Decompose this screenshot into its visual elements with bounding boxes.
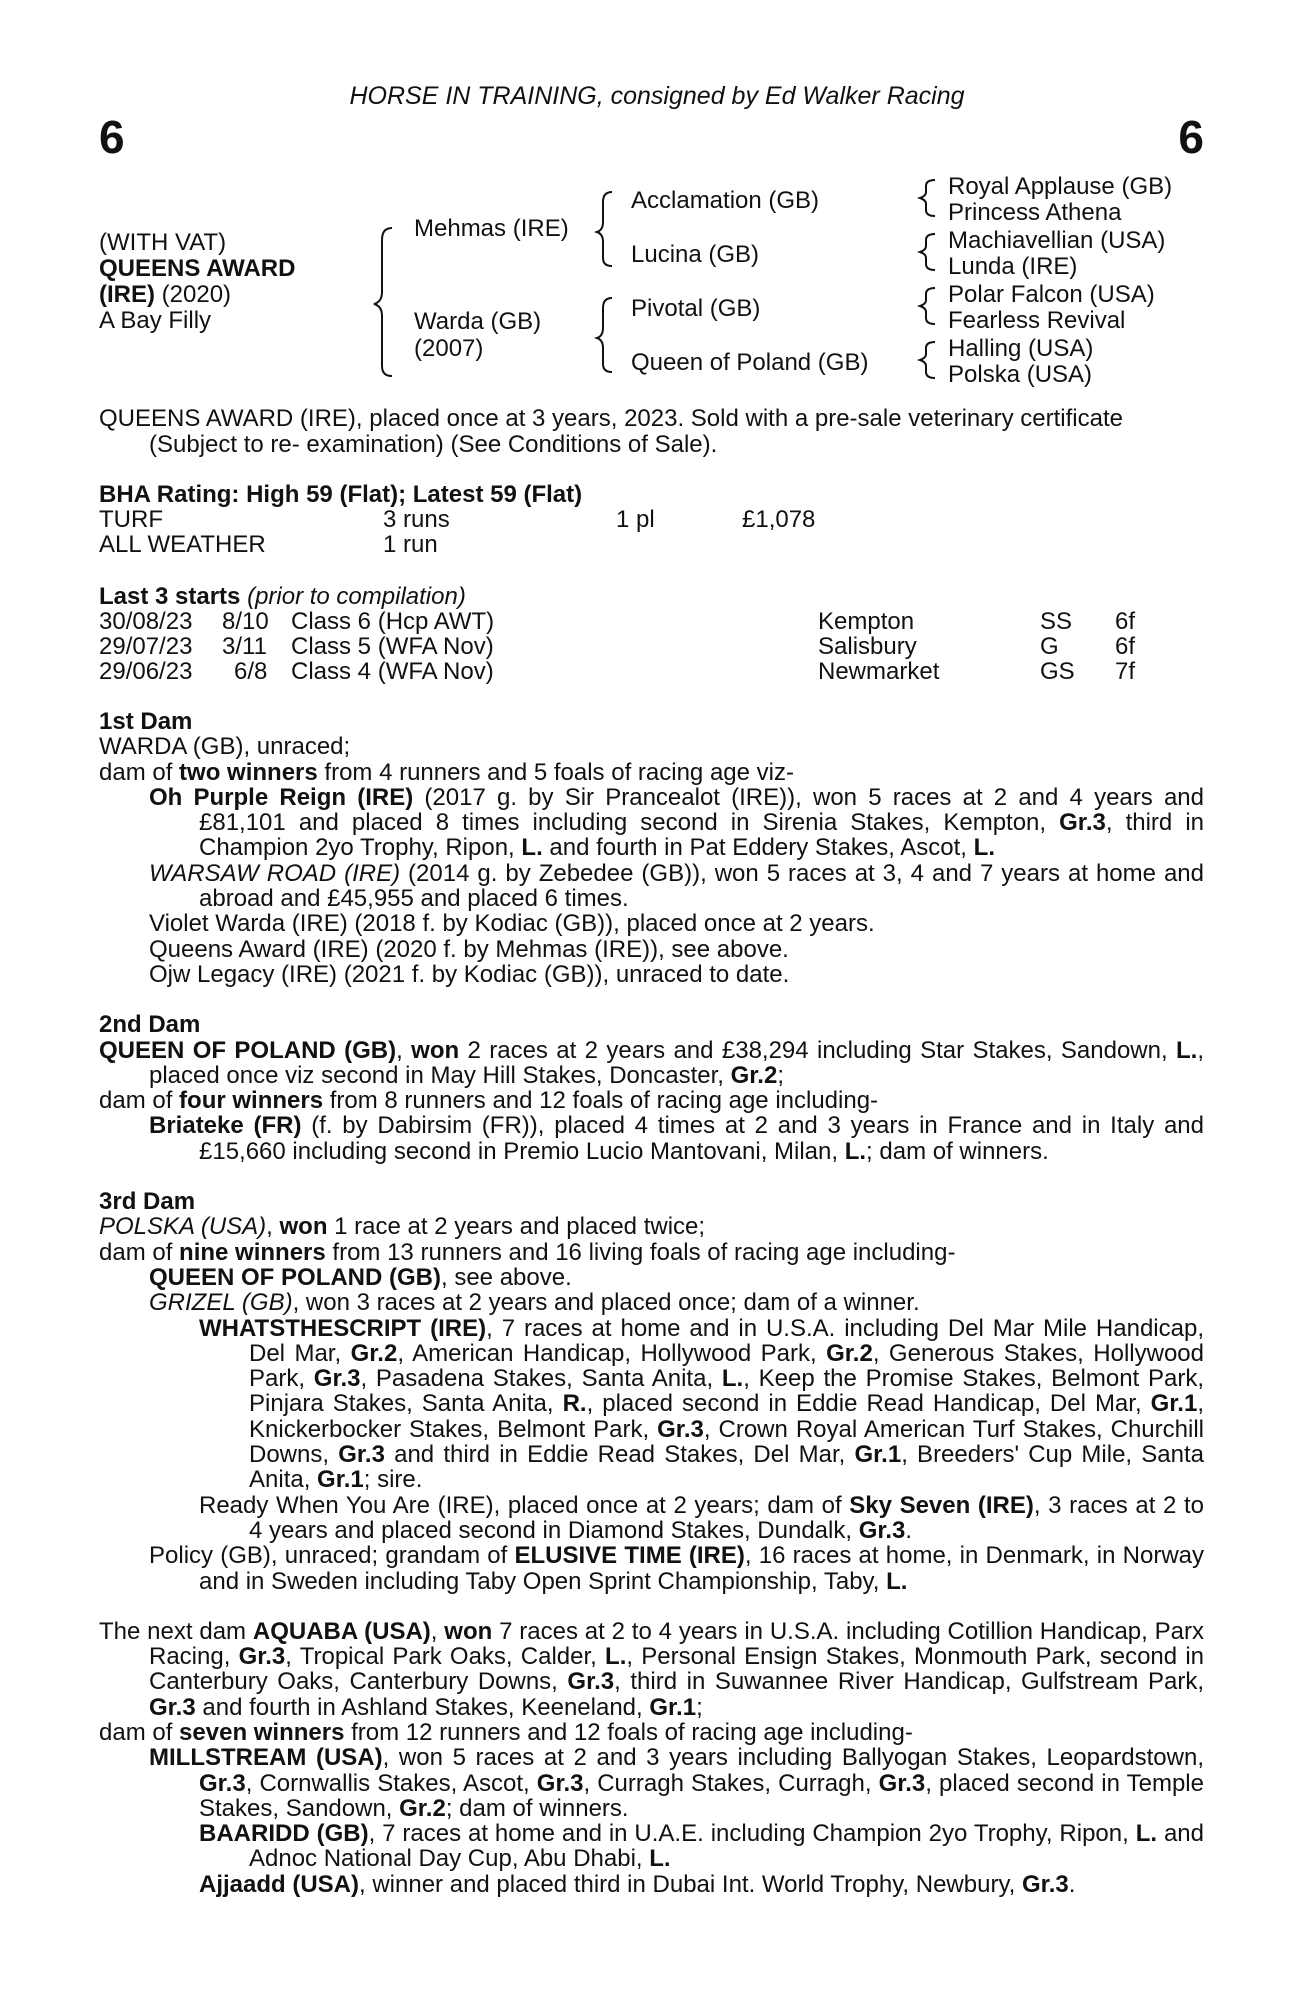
pedigree-gen4-3: Machiavellian (USA) xyxy=(948,227,1166,254)
dam3-line-1: POLSKA (USA), won 1 race at 2 years and placed twice; xyxy=(99,1213,706,1241)
dam1-progeny-4: Queens Award (IRE) (2020 f. by Mehmas (IRE)), see above. xyxy=(149,935,789,963)
start-position: 3/11 xyxy=(222,633,267,660)
rating-runs: 1 run xyxy=(383,531,438,558)
dam1-heading: 1st Dam xyxy=(99,708,193,735)
nextdam-progeny-1: MILLSTREAM (USA), won 5 races at 2 and 3 years including Ballyogan Stakes, Leopardstown, Gr.3, Cornwallis Stakes, Ascot, Gr.3, Curragh Stakes, Curragh, Gr.3, placed second in Temple Stakes, Sandown, Gr.2; dam of winners. xyxy=(149,1744,1205,1822)
dam3-grandprogeny-1: WHATSTHESCRIPT (IRE), 7 races at home and in U.S.A. including Del Mar Mile Handicap, Del Mar, Gr.2, American Handicap, Hollywood Park, Gr.2, Generous Stakes, Hollywood Park, Gr.3, Pasadena Stakes, Santa Anita, L., Keep the Promise Stakes, Belmont Park, Pinjara Stakes, Santa Anita, R., placed second in Eddie Read Handicap, Del Mar, Gr.1, Knickerbocker Stakes, Belmont Park, Gr.3, Crown Royal American Turf Stakes, Churchill Downs, Gr.3 and third in Eddie Read Stakes, Del Mar, Gr.1, Breeders' Cup Mile, Santa Anita, Gr.1; sire. xyxy=(199,1314,1205,1494)
dam3-progeny-3: Ready When You Are (IRE), placed once at 2 years; dam of Sky Seven (IRE), 3 races at 2 to 4 years and placed second in Diamond Stakes, Dundalk, Gr.3. xyxy=(199,1491,1204,1544)
dam1-progeny-2: WARSAW ROAD (IRE) (2014 g. by Zebedee (GB)), won 5 races at 3, 4 and 7 years at home and abroad and £45,955 and placed 6 times. xyxy=(149,859,1205,913)
pedigree-gen3-4: Queen of Poland (GB) xyxy=(631,349,869,376)
dam3-progeny-4: Policy (GB), unraced; grandam of ELUSIVE TIME (IRE), 16 races at home, in Denmark, in Norway and in Sweden including Taby Open Sprint Championship, Taby, L. xyxy=(149,1542,1204,1595)
family-notes xyxy=(99,709,1204,1897)
rating-title: BHA Rating: High 59 (Flat); Latest 59 (Flat) xyxy=(99,481,583,508)
start-position: 8/10 xyxy=(222,608,269,635)
rating-runs: 3 runs xyxy=(383,506,450,533)
dam1-line-2: dam of two winners from 4 runners and 5 foals of racing age viz- xyxy=(99,758,794,786)
start-position: 6/8 xyxy=(234,658,268,685)
rating-surface: ALL WEATHER xyxy=(99,531,266,558)
pedigree-gen3-2: Lucina (GB) xyxy=(631,241,760,268)
nextdam-grandprogeny-1: BAARIDD (GB), 7 races at home and in U.A.E. including Champion 2yo Trophy, Ripon, L. and Adnoc National Day Cup, Abu Dhabi, L. xyxy=(199,1820,1205,1873)
pedigree-gen4-7: Halling (USA) xyxy=(948,335,1094,362)
pedigree-gen4-8: Polska (USA) xyxy=(948,361,1093,388)
dam1-progeny-5: Ojw Legacy (IRE) (2021 f. by Kodiac (GB)), unraced to date. xyxy=(149,960,790,988)
rating-placed: 1 pl xyxy=(616,506,655,533)
dam3-progeny-1: QUEEN OF POLAND (GB), see above. xyxy=(149,1263,572,1291)
dam2-line-1: QUEEN OF POLAND (GB), won 2 races at 2 years and £38,294 including Star Stakes, Sandown, L., placed once viz second in May Hill Stakes, Doncaster, Gr.2; xyxy=(99,1036,1205,1089)
start-distance: 6f xyxy=(1115,633,1136,660)
dam1-progeny-3: Violet Warda (IRE) (2018 f. by Kodiac (GB)), placed once at 2 years. xyxy=(149,910,875,938)
pedigree-gen4-6: Fearless Revival xyxy=(948,307,1126,334)
pedigree-gen4-1: Royal Applause (GB) xyxy=(948,173,1173,200)
nextdam-grandprogeny-2: Ajjaadd (USA), winner and placed third in Dubai Int. World Trophy, Newbury, Gr.3. xyxy=(199,1870,1076,1898)
rating-earnings: £1,078 xyxy=(742,506,816,533)
pedigree-gen4-4: Lunda (IRE) xyxy=(948,253,1078,280)
nextdam-line-1: The next dam AQUABA (USA), won 7 races at 2 to 4 years in U.S.A. including Cotillion Handicap, Parx Racing, Gr.3, Tropical Park Oaks, Calder, L., Personal Ensign Stakes, Monmouth Park, second in Canterbury Oaks, Canterbury Downs, Gr.3, third in Suwannee River Handicap, Gulfstream Park, Gr.3 and fourth in Ashland Stakes, Keeneland, Gr.1; xyxy=(99,1617,1205,1721)
vat-label: (WITH VAT) xyxy=(99,229,227,256)
summary-line-2: (Subject to re- examination) (See Conditions of Sale). xyxy=(149,431,718,458)
summary-line-1: QUEENS AWARD (IRE), placed once at 3 years, 2023. Sold with a pre-sale veterinary certificate xyxy=(99,405,1123,432)
start-going: SS xyxy=(1040,608,1073,635)
nextdam-line-2: dam of seven winners from 12 runners and 12 foals of racing age including- xyxy=(99,1718,913,1746)
start-distance: 7f xyxy=(1115,658,1136,685)
starts-title-line xyxy=(99,584,466,610)
horse-description: A Bay Filly xyxy=(99,307,212,334)
dam1-progeny-1: Oh Purple Reign (IRE) (2017 g. by Sir Prancealot (IRE)), won 5 races at 2 and 4 years and £81,101 and placed 8 times including second in Sirenia Stakes, Kempton, Gr.3, third in Champion 2yo Trophy, Ripon, L. and fourth in Pat Eddery Stakes, Ascot, L. xyxy=(149,783,1204,862)
pedigree-dam: Warda (GB) xyxy=(414,308,542,335)
pedigree-gen3-3: Pivotal (GB) xyxy=(631,295,761,322)
dam3-progeny-2: GRIZEL (GB), won 3 races at 2 years and placed once; dam of a winner. xyxy=(149,1289,920,1317)
start-distance: 6f xyxy=(1115,608,1136,635)
start-course: Newmarket xyxy=(818,658,940,685)
dam2-progeny-1: Briateke (FR) (f. by Dabirsim (FR)), placed 4 times at 2 and 3 years in France and in Italy and £15,660 including second in Premio Lucio Mantovani, Milan, L.; dam of winners. xyxy=(149,1112,1204,1165)
lot-number-left: 6 xyxy=(99,111,125,163)
start-date: 30/08/23 xyxy=(99,608,193,635)
start-course: Salisbury xyxy=(818,633,917,660)
start-course: Kempton xyxy=(818,608,915,635)
dam3-line-2: dam of nine winners from 13 runners and 16 living foals of racing age including- xyxy=(99,1238,956,1266)
dam2-line-2: dam of four winners from 8 runners and 12 foals of racing age including- xyxy=(99,1087,879,1115)
horse-year: (2020) xyxy=(161,281,232,308)
rating-surface: TURF xyxy=(99,506,163,533)
pedigree-dam-year: (2007) xyxy=(414,335,484,362)
horse-country: (IRE) xyxy=(99,281,155,308)
dam3-heading: 3rd Dam xyxy=(99,1188,196,1216)
pedigree-gen4-5: Polar Falcon (USA) xyxy=(948,281,1155,308)
horse-name: QUEENS AWARD xyxy=(99,255,296,282)
start-class: Class 4 (WFA Nov) xyxy=(291,658,494,685)
dam1-line-1: WARDA (GB), unraced; xyxy=(99,733,351,761)
start-going: GS xyxy=(1040,658,1075,685)
dam2-heading: 2nd Dam xyxy=(99,1011,201,1039)
start-date: 29/06/23 xyxy=(99,658,193,685)
starts-title: Last 3 starts xyxy=(99,583,241,610)
start-going: G xyxy=(1040,633,1059,660)
starts-note: (prior to compilation) xyxy=(247,583,466,610)
pedigree-sire: Mehmas (IRE) xyxy=(414,215,569,242)
start-date: 29/07/23 xyxy=(99,633,193,660)
pedigree-gen3-1: Acclamation (GB) xyxy=(631,187,820,214)
start-class: Class 5 (WFA Nov) xyxy=(291,633,494,660)
pedigree-gen4-2: Princess Athena xyxy=(948,199,1122,226)
start-class: Class 6 (Hcp AWT) xyxy=(291,608,495,635)
lot-number-right: 6 xyxy=(1178,111,1204,163)
page-header: HORSE IN TRAINING, consigned by Ed Walker Racing xyxy=(349,82,965,110)
